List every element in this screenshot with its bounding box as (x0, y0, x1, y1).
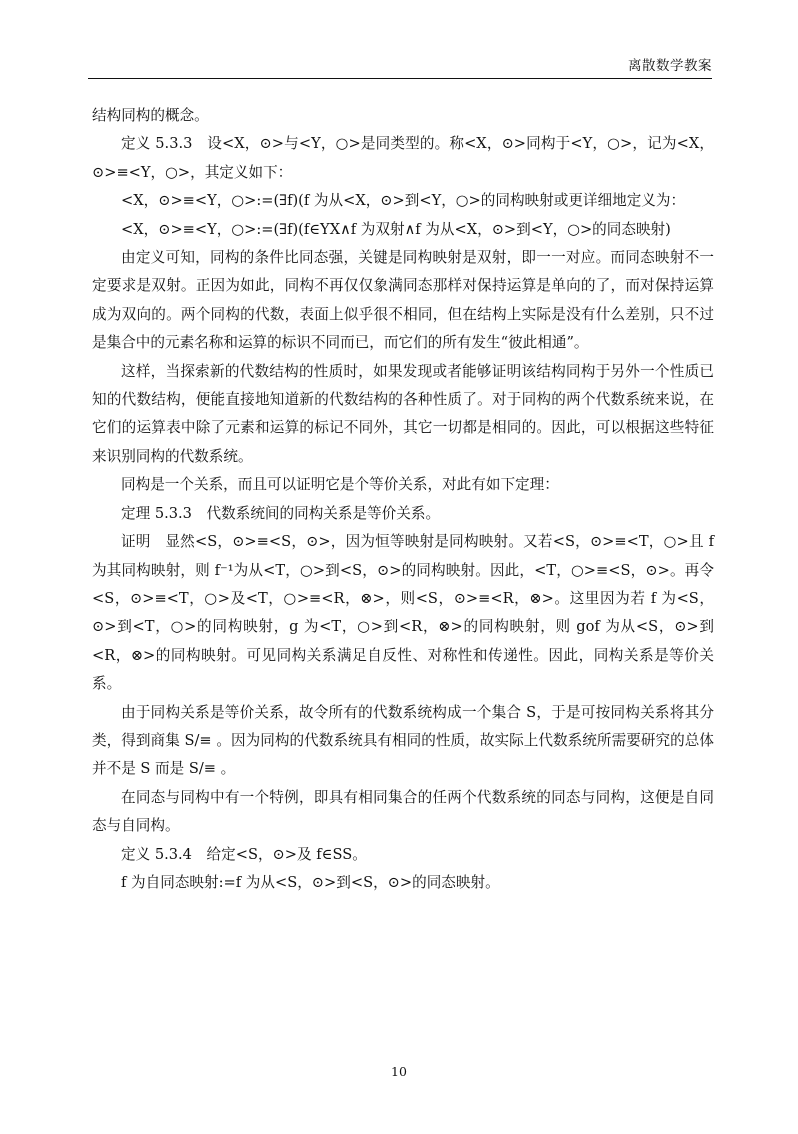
paragraph-explanation: 由定义可知，同构的条件比同态强，关键是同构映射是双射，即一一对应。而同态映射不一定要求是双射。正因为如此，同构不再仅仅象满同态那样对保持运算是单向的了，而对保持运算成为双向的。两个同构的代数，表面上似乎很不相同，但在结构上实际是没有什么差别，只不过是集合中的元素名称和运算的标识不同而已，而它们的所有发生“彼此相通”。 (92, 249, 714, 352)
definition-5-3-3: 定义 5.3.3 设<X，⊙>与<Y，○>是同类型的。称<X，⊙>同构于<Y，○>，记为<X，⊙>≡<Y，○>，其定义如下： (92, 135, 714, 181)
theorem-5-3-3: 定理 5.3.3 代数系统间的同构关系是等价关系。 (121, 504, 441, 522)
paragraph-equivalence-intro: 同构是一个关系，而且可以证明它是个等价关系，对此有如下定理： (121, 476, 559, 494)
paragraph-1: 结构同构的概念。 (92, 107, 209, 124)
formula-1: <X，⊙>≡<Y，○>:=(∃f)(f 为从<X，⊙>到<Y，○>的同构映射或更详细地定义为： (121, 192, 686, 210)
paragraph-quotient-set: 由于同构关系是等价关系，故令所有的代数系统构成一个集合 S，于是可按同构关系将其分类，得到商集 S/≡ 。因为同构的代数系统具有相同的性质，故实际上代数系统所需要研究的总体并不是 S 而是 S/≡ 。 (92, 703, 714, 778)
paragraph-automorphism-intro: 在同态与同构中有一个特例，即具有相同集合的任两个代数系统的同态与同构，这便是自同态与自同构。 (92, 788, 714, 835)
endomorphism-definition: f 为自同态映射:=f 为从<S，⊙>到<S，⊙>的同态映射。 (121, 873, 500, 891)
formula-2: <X，⊙>≡<Y，○>:=(∃f)(f∈YX∧f 为双射∧f 为从<X，⊙>到<Y，○>的同态映射) (121, 220, 671, 238)
header-rule (88, 78, 712, 79)
running-header-title: 离散数学教案 (628, 58, 712, 74)
proof: 证明 显然<S，⊙>≡<S，⊙>，因为恒等映射是同构映射。又若<S，⊙>≡<T，○>且 f 为其同构映射，则 f⁻¹为从<T，○>到<S，⊙>的同构映射。因此，<T，○>≡<S，⊙>。再令<S，⊙>≡<T，○>及<T，○>≡<R，⊗>，则<S，⊙>≡<R，⊗>。这里因为若 f 为<S，⊙>到<T，○>的同构映射，g 为<T，○>到<R，⊗>的同构映射，则 gof 为从<S，⊙>到<R，⊗>的同构映射。可见同构关系满足自反性、对称性和传递性。因此，同构关系是等价关系。 (92, 533, 714, 693)
definition-5-3-4: 定义 5.3.4 给定<S，⊙>及 f∈SS。 (121, 845, 367, 863)
paragraph-application: 这样，当探索新的代数结构的性质时，如果发现或者能够证明该结构同构于另外一个性质已知的代数结构，便能直接地知道新的代数结构的各种性质了。对于同构的两个代数系统来说，在它们的运算表中除了元素和运算的标记不同外，其它一切都是相同的。因此，可以根据这些特征来识别同构的代数系统。 (92, 362, 714, 465)
document-body (92, 102, 714, 897)
page-number: 10 (391, 1064, 407, 1079)
